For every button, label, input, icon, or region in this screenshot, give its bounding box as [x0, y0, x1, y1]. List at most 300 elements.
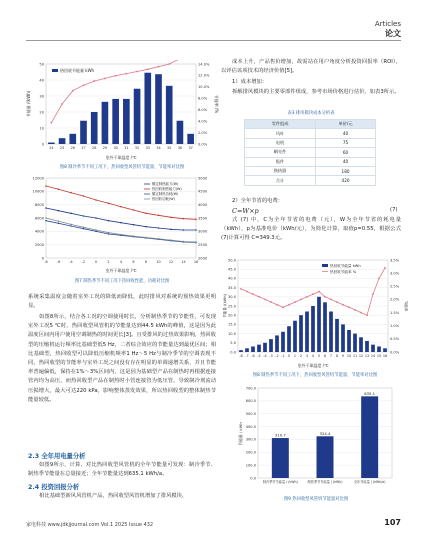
series-point	[133, 224, 135, 226]
y2-tick-label: 3.0%	[390, 271, 400, 276]
chart-bar	[347, 330, 351, 352]
x-axis-label: 室外干球温度 /℃	[297, 363, 329, 368]
table-cell: 40	[316, 157, 376, 166]
series-point	[170, 229, 172, 231]
x-tick-label: 0	[94, 260, 98, 264]
x-tick-label: 16	[382, 354, 388, 358]
series-point	[45, 207, 47, 209]
x-tick-label: 7	[329, 354, 333, 358]
table-cell: 风叶	[245, 129, 316, 138]
y-tick-label: 25.0	[227, 304, 236, 309]
right-para-1: 成本上升，产品售价增加，故需站在用户角度分析投资回报率（ROI），以评估该项技术的经济价值[5]。	[221, 59, 401, 75]
line-point	[61, 103, 63, 105]
x-tick-label: 36	[177, 146, 183, 150]
chart-bar	[311, 306, 315, 352]
fig-annual-chart	[236, 384, 396, 496]
table-header-part: 零件组成	[245, 120, 316, 129]
y-tick-label: 600.0	[245, 399, 256, 404]
line-point	[270, 301, 272, 303]
table-cell: 钣件	[245, 157, 316, 166]
line-point	[276, 304, 278, 306]
footer-journal: 家电科技 www.jdkjjournal.com Vol.1 2025 Issue 432	[26, 522, 154, 528]
section-2-4-heading: 2.4 投资回报分析	[28, 484, 80, 491]
table-header-price: 单价/元	[316, 120, 376, 129]
line-point	[324, 296, 326, 298]
y-tick-label: 10	[39, 126, 44, 131]
y2-tick-label: 0.5%	[390, 337, 400, 342]
chart-bar	[371, 345, 375, 352]
chart-bar	[177, 121, 184, 144]
line-point	[147, 68, 149, 70]
chart-bar	[299, 315, 303, 352]
data-label: 310.7	[274, 432, 286, 438]
line-point	[240, 288, 242, 290]
series-line	[46, 208, 196, 230]
line-point	[72, 90, 74, 92]
table-cell: 60	[316, 148, 376, 157]
x-tick-label: 制冷季节节能量 / (kWh)	[262, 480, 298, 484]
y-tick-label: 200.0	[245, 450, 256, 455]
series-point	[95, 217, 97, 219]
legend-label: 热回收节能率 %	[330, 270, 357, 274]
line-point	[104, 78, 106, 80]
y2-tick-label: 0.0%	[390, 350, 400, 355]
y-tick-label: 700.0	[245, 386, 256, 391]
y2-tick-label: 5000	[198, 176, 208, 181]
chart-bar	[377, 346, 381, 352]
chart-bar	[80, 121, 87, 144]
chart-bar	[102, 102, 109, 144]
legend-swatch	[322, 264, 328, 267]
y-tick-label: 20	[39, 110, 44, 115]
y2-tick-label: 2500	[198, 242, 208, 247]
x-tick-label: 32	[134, 146, 140, 150]
y-tick-label: 300.0	[245, 437, 256, 442]
x-tick-label: 30	[113, 146, 118, 150]
line-point	[336, 301, 338, 303]
chart-bar	[263, 343, 267, 352]
table-cell: 180	[316, 166, 376, 175]
series-point	[95, 229, 97, 231]
series-point	[183, 241, 185, 243]
x-tick-label: 37	[188, 146, 193, 150]
line-point	[264, 299, 266, 301]
x-tick-label: 35	[167, 146, 172, 150]
series-point	[108, 203, 110, 205]
line-point	[360, 312, 362, 314]
line-point	[136, 71, 138, 73]
y-axis-label: 节能量 / kWh	[238, 422, 243, 446]
series-point	[145, 213, 147, 215]
line-point	[306, 296, 308, 298]
y2-tick-label: 10.0%	[198, 85, 210, 90]
y2-axis-label: 节能率	[404, 300, 408, 312]
formula: C=W×p	[232, 207, 259, 215]
y2-tick-label: 14.0%	[198, 62, 210, 67]
line-point	[294, 301, 296, 303]
x-tick-label: 8	[335, 354, 339, 358]
chart-bar	[359, 337, 363, 352]
page-number: 107	[384, 518, 401, 527]
chart-bar	[287, 326, 291, 352]
table-cell: 蜗壳件	[245, 148, 316, 157]
x-tick-label: 3	[305, 354, 309, 358]
y-tick-label: 100.0	[245, 463, 256, 468]
y-tick-label: 0.0	[230, 350, 236, 355]
line-point	[246, 291, 248, 293]
series-point	[170, 217, 172, 219]
line-point	[115, 75, 117, 77]
y-tick-label: 50.0	[227, 258, 236, 263]
series-point	[145, 237, 147, 239]
x-tick-label: -6	[56, 260, 61, 264]
x-tick-label: 0	[287, 354, 291, 358]
section-2-3-heading: 2.3 全年用电量分析	[28, 453, 86, 460]
y-tick-label: 0	[41, 256, 44, 261]
chart-bar	[317, 436, 334, 478]
x-tick-label: 全年节能量 / (kWh/a)	[353, 480, 386, 484]
x-tick-label: -2	[81, 260, 86, 264]
y-tick-label: 4000	[34, 229, 44, 234]
chart-bar	[305, 312, 309, 352]
series-point	[145, 226, 147, 228]
x-tick-label: 14	[181, 260, 186, 264]
fig-annual-caption: 图9 热回收型风管机节能量对比图	[283, 497, 349, 502]
chart-bar	[48, 143, 55, 144]
x-tick-label: 1	[293, 354, 297, 358]
y-tick-label: 8000	[34, 202, 44, 207]
line-point	[312, 293, 314, 295]
table-title: 表3 排风模块成本分析表	[287, 111, 335, 116]
legend-label: 热回收制热能力(W)	[152, 187, 182, 192]
y2-tick-label: 3000	[198, 229, 208, 234]
table-cell: 420	[316, 176, 376, 185]
chart-bar	[335, 319, 339, 352]
line-point	[330, 299, 332, 301]
y2-tick-label: 1.0%	[390, 324, 400, 329]
y-tick-label: 50	[39, 62, 44, 67]
chart-bar	[317, 297, 321, 352]
y2-tick-label: 6.0%	[198, 108, 208, 113]
fig-heating-line-caption: 图7 制热季节不同工况下热回收性能、功耗对比图	[74, 279, 170, 284]
series-point	[58, 223, 60, 225]
chart-bar	[112, 99, 119, 144]
fig-cooling-caption: 图8 制冷季节不同工况下，热回收型风管机节能量、节能率对比图	[59, 165, 185, 170]
y-tick-label: 10.0	[227, 331, 236, 336]
y2-tick-label: 0.0%	[198, 142, 208, 147]
chart-bar	[365, 341, 369, 352]
y-tick-label: 45.0	[227, 267, 236, 272]
y2-tick-label: 4000	[198, 202, 208, 207]
series-point	[83, 195, 85, 197]
line-point	[252, 293, 254, 295]
x-tick-label: 8	[144, 260, 148, 264]
line-point	[83, 84, 85, 86]
series-point	[158, 238, 160, 240]
y-tick-label: 30.0	[227, 295, 236, 300]
section-2-3-para: 如图9所示，计算、对比热回收型风管机的全年节能量可发现：制冷季节、制热季节能量在总量接近；全年节能量达到635.1 kWh/a。	[28, 462, 216, 478]
chart-bar	[59, 138, 66, 144]
y-tick-label: 2000	[34, 242, 44, 247]
table-row	[245, 176, 376, 185]
chart-bar	[134, 89, 141, 144]
series-point	[70, 213, 72, 215]
left-para-1: 系统采集温度会随着室外工况的降低而降低，此时排风对系统的预热效果更明显。	[28, 294, 216, 310]
x-tick-label: 12	[168, 260, 174, 264]
series-point	[120, 234, 122, 236]
line-point	[318, 291, 320, 293]
y2-tick-label: 2.0%	[390, 297, 400, 302]
fig-heating-bar-caption: 图8 制热季节不同工况下，热回收型风管机节能量、节能率对比图	[252, 373, 378, 378]
chart-bar	[69, 134, 76, 144]
line-point	[93, 80, 95, 82]
x-tick-label: 31	[124, 146, 129, 150]
series-line	[46, 218, 196, 242]
x-tick-label: 11	[352, 354, 358, 358]
x-tick-label: -4	[263, 354, 267, 358]
table-cell: 合计	[245, 176, 316, 185]
x-tick-label: -5	[257, 354, 261, 358]
series-point	[195, 229, 197, 231]
series-point	[158, 215, 160, 217]
header-rule	[26, 40, 401, 41]
line-point	[50, 122, 52, 124]
x-axis-label: 室外干球温度 /℃	[105, 155, 137, 160]
line-point	[158, 66, 160, 68]
table-row	[245, 148, 376, 157]
series-point	[58, 210, 60, 212]
x-axis-label: 室外干球温度 /℃	[105, 268, 137, 273]
table-cell: 40	[316, 129, 376, 138]
line-point	[168, 63, 170, 65]
chart-bar	[341, 324, 345, 352]
series-point	[108, 220, 110, 222]
x-tick-label: 33	[145, 146, 150, 150]
series-point	[95, 199, 97, 201]
table-cell: 电机	[245, 138, 316, 147]
section-2-4-para: 相比基础型新风风管机产品，热回收型风管机增加了排风模块，	[39, 493, 188, 499]
data-label: 635.1	[364, 390, 376, 396]
right-para-2: 1）成本增加：	[232, 79, 268, 85]
left-para-2: 如图8所示，结合各工况的空调使用时长，分析制热季节的节能性，可发现室外工况5 ℃时，热回收型风管机的节能量达到44.5 kWh的峰值，这是因为此温度区间内用户使用空调制热的时间更长[3]。且受排风的过热效果影响，热回收型的压缩机运行频率比基础型低5 Hz，二者综合效应的节能量达到最优区间；相比基础型，热回收型可以降低压缩机频率1 Hz～5 Hz与制冷季节的空调表现不同，热回收型的节能率与室外工况之间没有存在明显的单调递增关系，并且节能率普遍偏低，保持在1%～3%区间内，这是因为基础型产品在制热时再根据连接管内均为高压，而热回收型产品在制热时小管连接管为低压管，导致制冷剂流动压损增大，最大可达220 kPa，影响整体蒸发效果，所以热回收型的整体制热节能量较低。	[28, 314, 216, 403]
y2-tick-label: 2000	[198, 256, 208, 261]
x-tick-label: 10	[346, 354, 352, 358]
formula-number: (7)	[390, 207, 398, 213]
line-point	[366, 314, 368, 316]
y2-tick-label: 3500	[198, 216, 208, 221]
fig-heating-line-chart	[24, 174, 220, 278]
line-point	[288, 304, 290, 306]
y2-tick-label: 2.0%	[198, 130, 208, 135]
x-tick-label: 25	[59, 146, 65, 150]
line-point	[354, 309, 356, 311]
line-point	[384, 267, 386, 269]
series-point	[45, 220, 47, 222]
y2-tick-label: 3.5%	[390, 258, 400, 263]
x-tick-label: 9	[341, 354, 345, 358]
y-tick-label: 30	[39, 94, 44, 99]
chart-bar	[187, 134, 194, 144]
chart-bar	[257, 345, 261, 352]
chart-bar	[293, 321, 297, 352]
right-para-5: 式 (7) 中，C为全年节省的电费（元），W为全年节省的耗电量（kWh），p为基准电价（kWh/元），为简化计算，取值p=0.55，根据公式(7)计算可得 C=349.3元。	[221, 217, 401, 242]
chart-bar	[272, 438, 289, 478]
y2-tick-label: 1.5%	[390, 310, 400, 315]
series-point	[170, 239, 172, 241]
series-point	[70, 225, 72, 227]
series-point	[83, 215, 85, 217]
y2-axis-label: 节能率 /%	[214, 94, 219, 114]
x-tick-label: -2	[275, 354, 279, 358]
chart-bar	[155, 74, 162, 144]
series-point	[183, 229, 185, 231]
x-tick-label: 27	[81, 146, 86, 150]
series-point	[158, 227, 160, 229]
legend-label: 热回收节能量 kWh	[60, 68, 95, 73]
data-label: 324.4	[319, 430, 331, 436]
x-tick-label: 2	[299, 354, 303, 358]
x-tick-label: 6	[132, 260, 135, 264]
series-point	[183, 218, 185, 220]
y-tick-label: 5.0	[230, 341, 236, 346]
cost-table	[244, 119, 376, 186]
series-point	[58, 220, 60, 222]
chart-bar	[361, 396, 378, 478]
legend-label: 热回收节能量 kWh	[330, 264, 361, 268]
line-point	[348, 306, 350, 308]
x-tick-label: 26	[70, 146, 75, 150]
chart-bar	[383, 348, 387, 352]
table-cell: 换热器	[245, 166, 316, 175]
series-point	[45, 217, 47, 219]
series-point	[58, 189, 60, 191]
line-point	[372, 293, 374, 295]
x-tick-label: 13	[364, 354, 370, 358]
chart-bar	[166, 86, 173, 144]
fig-heating-bar-chart	[222, 256, 408, 372]
table-row	[245, 129, 376, 138]
y-axis-label: 节能量 /(kWh)	[223, 294, 227, 318]
x-tick-label: 5	[317, 354, 321, 358]
table-row	[245, 138, 376, 147]
y-tick-label: 20.0	[227, 313, 236, 318]
chart-bar	[353, 334, 357, 352]
series-point	[195, 219, 197, 221]
series-point	[195, 241, 197, 243]
y-tick-label: 12000	[32, 176, 44, 181]
chart-bar	[123, 99, 130, 144]
chart-bar	[275, 335, 279, 352]
series-point	[45, 185, 47, 187]
x-tick-label: 6	[323, 354, 327, 358]
y-tick-label: 6000	[34, 216, 44, 221]
line-point	[342, 304, 344, 306]
chart-bar	[329, 312, 333, 352]
line-point	[125, 73, 127, 75]
x-tick-label: 15	[376, 354, 382, 358]
y-tick-label: 500.0	[245, 412, 256, 417]
x-tick-label: 2	[107, 260, 110, 264]
table-row	[245, 166, 376, 175]
chart-bar	[323, 302, 327, 352]
x-tick-label: 14	[370, 354, 376, 358]
x-tick-label: 29	[102, 146, 108, 150]
chart-bar	[91, 112, 98, 144]
header-section-en: Articles	[374, 20, 401, 28]
chart-bar	[245, 348, 249, 352]
y-tick-label: 10000	[32, 189, 44, 194]
y2-tick-label: 4500	[198, 189, 208, 194]
y-tick-label: 15.0	[227, 322, 236, 327]
x-tick-label: 制热季节节能量 / (kWh)	[307, 480, 343, 484]
right-para-4: 2）全年节省的电费：	[232, 198, 284, 204]
series-point	[70, 192, 72, 194]
x-tick-label: -4	[69, 260, 73, 264]
chart-bar	[239, 350, 243, 352]
x-tick-label: 4	[119, 260, 123, 264]
x-tick-label: 16	[193, 260, 199, 264]
legend-label: 额定制热能力(W)	[152, 182, 179, 187]
series-point	[133, 235, 135, 237]
x-tick-label: -7	[245, 354, 249, 358]
series-point	[120, 206, 122, 208]
line-point	[258, 296, 260, 298]
line-point	[282, 306, 284, 308]
x-tick-label: 4	[311, 354, 315, 358]
y2-tick-label: 12.0%	[198, 73, 210, 78]
y-tick-label: 0.0	[250, 476, 256, 481]
y2-tick-label: 8.0%	[198, 96, 208, 101]
y-tick-label: 400.0	[245, 424, 256, 429]
x-tick-label: 24	[49, 146, 54, 150]
y2-tick-label: 2.5%	[390, 284, 400, 289]
x-tick-label: -3	[269, 354, 273, 358]
chart-bar	[269, 339, 273, 352]
y-tick-label: 0	[41, 142, 44, 147]
header-section-cn: 论文	[385, 29, 401, 38]
legend-label: 额定制热功耗(W)	[152, 192, 179, 197]
x-tick-label: -8	[44, 260, 48, 264]
chart-bar	[281, 332, 285, 352]
series-point	[120, 222, 122, 224]
line-point	[378, 278, 380, 280]
x-tick-label: -8	[239, 354, 243, 358]
series-point	[70, 224, 72, 226]
x-tick-label: -1	[281, 354, 285, 358]
line-point	[300, 299, 302, 301]
x-tick-label: 10	[156, 260, 161, 264]
y-axis-label: 节能量 /(kWh)	[26, 90, 31, 118]
table-row	[245, 157, 376, 166]
fig-cooling-chart	[24, 60, 220, 164]
series-point	[83, 227, 85, 229]
series-point	[108, 232, 110, 234]
chart-bar	[251, 346, 255, 352]
x-tick-label: 28	[92, 146, 97, 150]
y2-tick-label: 4.0%	[198, 119, 208, 124]
legend-swatch	[52, 69, 58, 72]
series-point	[133, 209, 135, 211]
y-tick-label: 40	[39, 78, 44, 83]
y-tick-label: 40.0	[227, 276, 236, 281]
x-tick-label: -6	[251, 354, 255, 358]
table-cell: 75	[316, 138, 376, 147]
right-para-3: 拆解排风模块的主要零部件组成，参考市场价格进行估价，如表3所示。	[232, 89, 400, 95]
x-tick-label: 34	[156, 146, 161, 150]
x-tick-label: 12	[358, 354, 364, 358]
chart-bar	[144, 73, 151, 144]
y-tick-label: 35.0	[227, 285, 236, 290]
